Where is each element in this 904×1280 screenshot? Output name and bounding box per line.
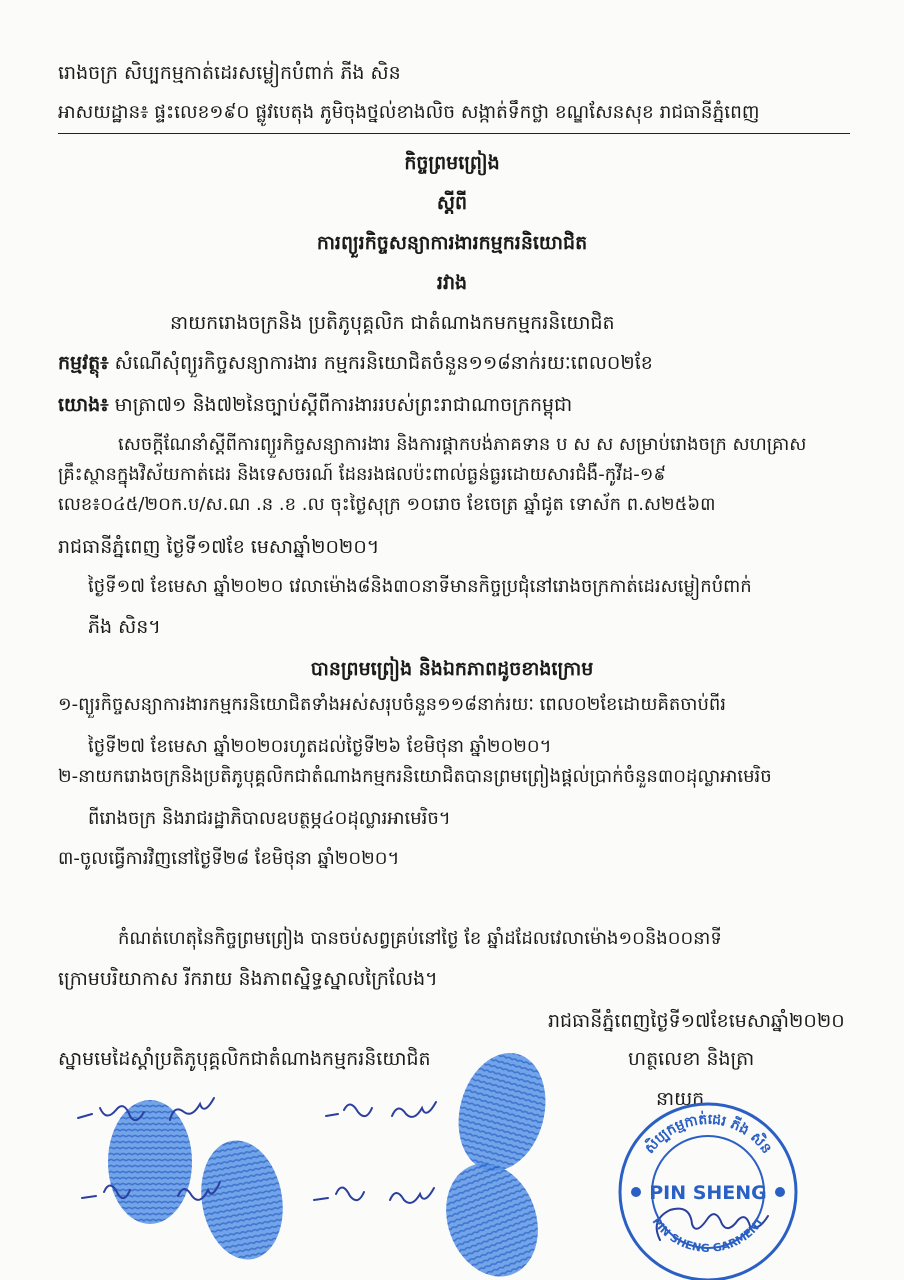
guideline-line-1: សេចក្តីណែនាំស្តីពីការព្យួរកិច្ចសន្យាការងារ និងការផ្តាកបង់ភាគទាន ប ស ស សម្រាប់រោងចក្រ សហគ្រាស (118, 434, 807, 455)
guideline-line-2: គ្រឹះស្ថានក្នុងវិស័យកាត់ដេរ និងទេសចរណ៍ ដែនរងផលប៉ះពាល់ធ្ងន់ធ្ងរដោយសារជំងឺ-កូវីដ-១៩ (58, 464, 667, 485)
doc-title-between: រវាង (436, 272, 468, 294)
date-place-line: រាជធានីភ្នំពេញ ថ្ងៃទី១៧ខែ មេសាឆ្នាំ២០២០។ (58, 536, 380, 558)
left-signature-caption: ស្នាមមេដៃស្តាំប្រតិភូបុគ្គលិកជាតំណាងកម្មករនិយោជិត (58, 1048, 431, 1070)
meeting-line-2: ភីង សិន។ (88, 616, 161, 638)
item-3-line-1: ៣-ចូលធ្វើការវិញនៅថ្ងៃទី២៨ ខែមិថុនា ឆ្នាំ២០២០។ (58, 848, 400, 869)
fingerprint-2 (192, 1134, 292, 1266)
company-stamp (620, 1104, 796, 1280)
fingerprint-1 (108, 1100, 192, 1224)
parties-line: នាយករោងចក្រនិង ប្រតិភូបុគ្គលិក ជាតំណាងកមកម្មករនិយោជិត (170, 312, 615, 334)
reference-label: យោង៖ (58, 394, 109, 416)
doc-title: កិច្ចព្រមព្រៀង (404, 152, 500, 174)
signature-4 (314, 1187, 434, 1202)
closing-line-1: កំណត់ហេតុនៃកិច្ចព្រមព្រៀង បានចប់សព្វគ្រប់នៅថ្ងៃ ខែ ឆ្នាំដដែលវេលាម៉ោង១០និង០០នាទី (118, 928, 722, 949)
stamp-ring-top: សិប្បកម្មកាត់ដេរ ភីង សិន (641, 1111, 775, 1157)
subject-label: កម្មវត្ថុ៖ (58, 352, 109, 374)
signature-3 (326, 1102, 436, 1117)
right-signature-caption: ហត្ថលេខា និងត្រា (628, 1048, 755, 1070)
guideline-line-3: លេខ៖០៤៥/២០ក.ប/ស.ណ .ន .ខ .ល ចុះថ្ងៃសុក្រ ១០រោច ខែចេត្រ ឆ្នាំជូត ទោស័ក ព.ស២៥៦៣ (58, 494, 716, 515)
fingerprint-4 (431, 1150, 553, 1280)
item-1-line-2: ថ្ងៃទី២៧ ខែមេសា ឆ្នាំ២០២០រហូតដល់ថ្ងៃទី២៦ ខែមិថុនា ឆ្នាំ២០២០។ (88, 736, 552, 757)
agreed-heading: បានព្រមព្រៀង និងឯកភាពដូចខាងក្រោម (310, 658, 594, 680)
subject-text: សំណើសុំព្យួរកិច្ចសន្យាការងារ កម្មករនិយោជិតចំនួន១១៨នាក់រយៈពេល០២ខែ (114, 352, 653, 374)
signature-date: រាជធានីភ្នំពេញថ្ងៃទី១៧ខែមេសាឆ្នាំ២០២០ (548, 1010, 845, 1032)
item-2-line-1: ២-នាយករោងចក្រនិងប្រតិភូបុគ្គលិកជាតំណាងកម្មករនិយោជិតបានព្រមព្រៀងផ្តល់ប្រាក់ចំនួន៣០ដុល្លាអាមេរិច (58, 766, 772, 787)
item-1-line-1: ១-ព្យួរកិច្ចសន្យាការងារកម្មករនិយោជិតទាំងអស់សរុបចំនួន១១៨នាក់រយៈ ពេល០២ខែដោយគិតចាប់ពីរ (58, 694, 727, 715)
reference-text: មាត្រា៧១ និង៧២នៃច្បាប់ស្តីពីការងាររបស់ព្រះរាជាណាចក្រកម្ពុជា (114, 394, 573, 416)
director-role: នាយក (656, 1088, 705, 1110)
doc-title-topic: ការព្យួរកិច្ចសន្យាការងារកម្មករនិយោជិត (316, 232, 588, 254)
stamp-ring-bottom: PIN SHENG GARMENT (649, 1215, 767, 1256)
meeting-line-1: ថ្ងៃទី១៧ ខែមេសា ឆ្នាំ២០២០ វេលាម៉ោង៨និង៣០នាទីមានកិច្ចប្រជុំនៅរោងចក្រកាត់ដេរសម្លៀកបំពាក់ (88, 576, 752, 597)
company-name: រោងចក្រ សិប្បកម្មកាត់ដេរសម្លៀកបំពាក់ ភីង សិន (58, 62, 401, 84)
doc-title-about: ស្តីពី (436, 192, 468, 214)
stamp-center-text: PIN SHENG (649, 1182, 767, 1204)
fingerprint-3 (446, 1043, 558, 1181)
closing-line-2: ក្រោមបរិយាកាស រីករាយ និងភាពស្និទ្ធស្នាលក្រៃលែង។ (58, 968, 438, 990)
svg-text:PIN SHENG GARMENT (650, 1215, 767, 1255)
company-address: អាសយដ្ឋាន៖ ផ្ទះលេខ១៩០ ផ្លូវបេតុង ភូមិចុងថ្នល់ខាងលិច សង្កាត់ទឹកថ្លា ខណ្ឌសែនសុខ រាជធានីភ្នំពេញ (58, 102, 760, 123)
item-2-line-2: ពីរោងចក្រ និងរាជរដ្ឋាភិបាលឧបត្ថម្ភ៤០ដុល្លារអាមេរិច។ (88, 808, 451, 829)
